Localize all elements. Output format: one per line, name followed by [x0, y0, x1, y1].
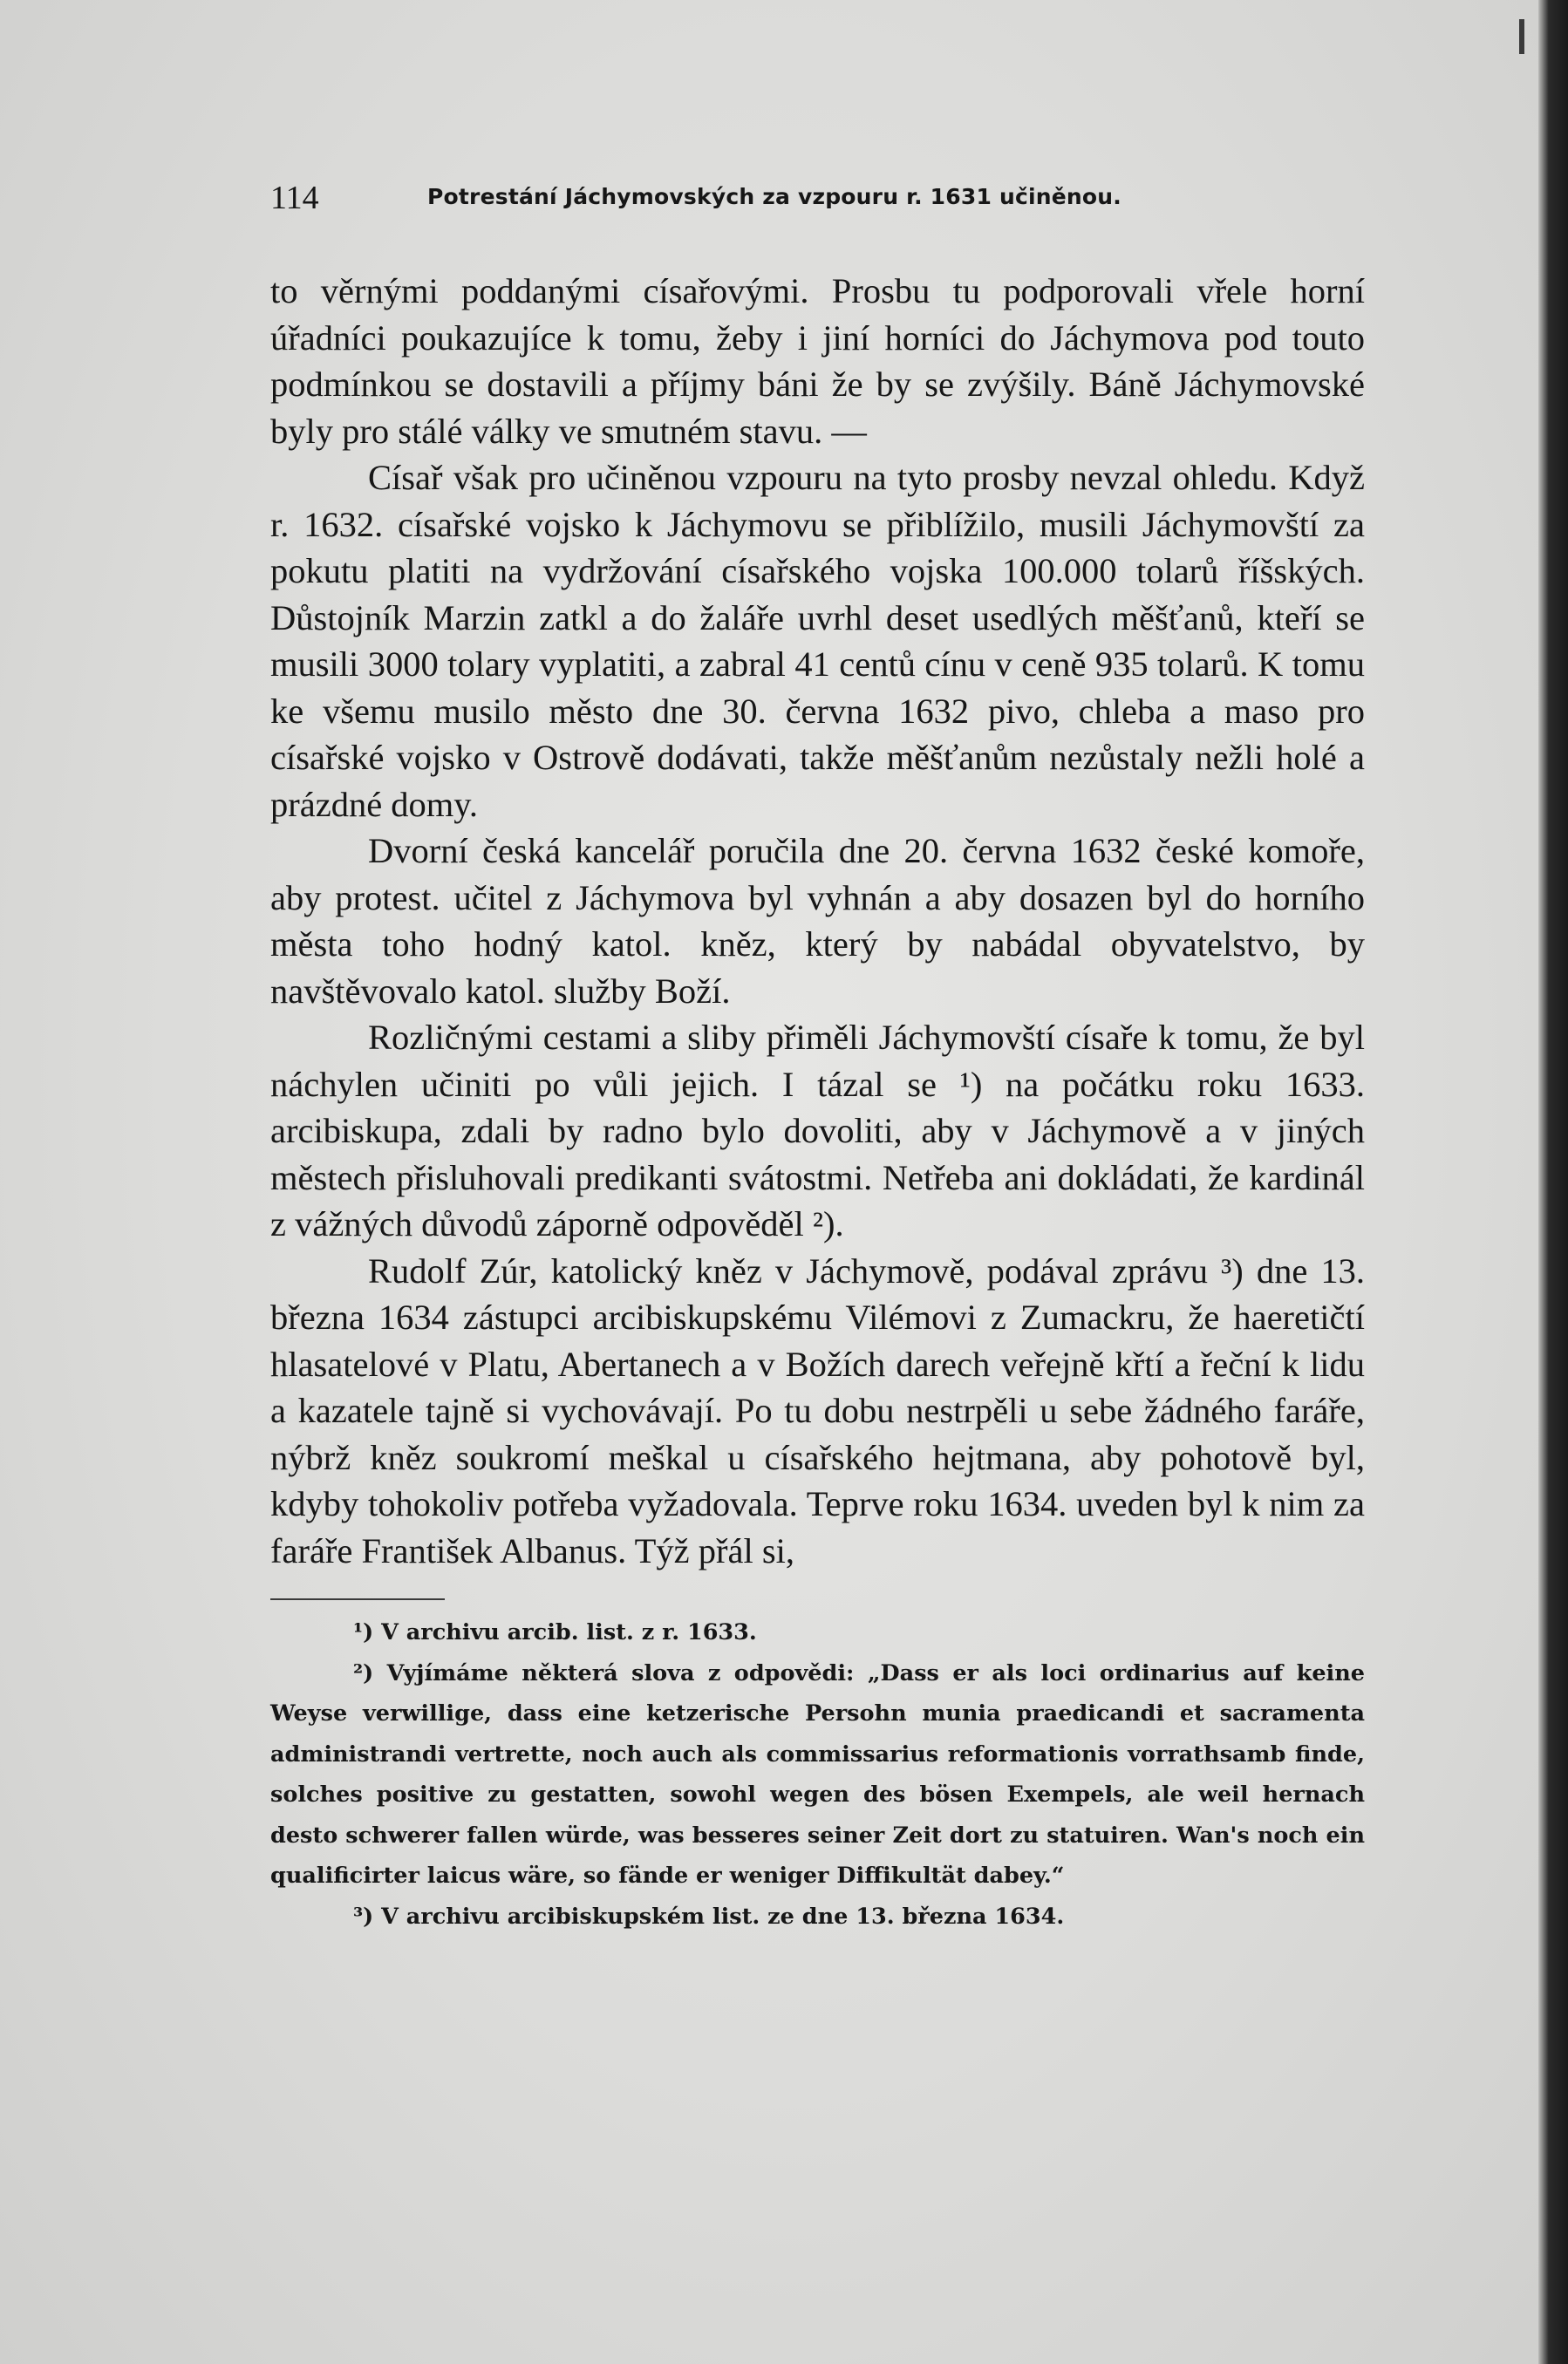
page-content — [270, 179, 1365, 1937]
paragraph-2: Císař však pro učiněnou vzpouru na tyto prosby nevzal ohledu. Když r. 1632. císařské vojsko k Jáchymovu se přiblížilo, musili Jáchymovští za pokutu platiti na vydržování císařského vojska 100.000 tolarů říšských. Důstojník Marzin zatkl a do žaláře uvrhl deset usedlých měšťanů, kteří se musili 3000 tolary vyplatiti, a zabral 41 centů cínu v ceně 935 tolarů. K tomu ke všemu musilo město dne 30. června 1632 pivo, chleba a maso pro císařské vojsko v Ostrově dodávati, takže měšťanům nezůstaly nežli holé a prázdné domy. — [270, 458, 1365, 824]
paragraph-4: Rozličnými cestami a sliby přiměli Jáchymovští císaře k tomu, že byl náchylen učiniti po vůli jejich. I tázal se ¹) na počátku roku 1633. arcibiskupa, zdali by radno bylo dovoliti, aby v Jáchymově a v jiných městech přisluhovali predikanti svátostmi. Netřeba ani dokládati, že kardinál z vážných důvodů záporně odpověděl ²). — [270, 1018, 1365, 1243]
paragraph-5: Rudolf Zúr, katolický kněz v Jáchymově, podával zprávu ³) dne 13. března 1634 zástupci arcibiskupskému Vilémovi z Zumackru, že haeretičtí hlasatelové v Platu, Abertanech a v Božích darech veřejně křtí a řeční k lidu a kazatele tajně si vychovávají. Po tu dobu nestrpěli u sebe žádného faráře, nýbrž kněz soukromí meškal u císařského hejtmana, aby pohotově byl, kdyby tohokoliv potřeba vyžadovala. Teprve roku 1634. uveden byl k nim za faráře František Albanus. Týž přál si, — [270, 1250, 1365, 1570]
edge-mark — [1519, 19, 1524, 54]
book-edge-shadow — [1538, 0, 1568, 2364]
page-header — [270, 179, 1365, 231]
paragraph-3: Dvorní česká kancelář poručila dne 20. června 1632 české komoře, aby protest. učitel z Jáchymova byl vyhnán a aby dosazen byl do horního města toho hodný katol. kněz, který by nabádal obyvatelstvo, by navštěvovalo katol. služby Boží. — [270, 831, 1365, 1011]
paragraph-1: to věrnými poddanými císařovými. Prosbu tu podporovali vřele horní úřadníci poukazujíce k tomu, žeby i jiní horníci do Jáchymova pod touto podmínkou se dostavili a příjmy báni že by se zvýšily. Báně Jáchymovské byly pro stálé války ve smutném stavu. — — [270, 271, 1365, 451]
footnote-2: ²) Vyjímáme některá slova z odpovědi: „Dass er als loci ordinarius auf keine Weyse verwillige, dass eine ketzerische Persohn munia praedicandi et sacramenta administrandi vertrette, noch auch als commissarius reformationis vorrathsamb finde, solches positive zu gestatten, sowohl wegen des bösen Exempels, ale weil hernach desto schwerer fallen würde, was besseres seiner Zeit dort zu statuiren. Wan's noch ein qualificirter laicus wäre, so fände er weniger Diffikultät dabey.“ — [270, 1659, 1365, 1889]
footnotes — [270, 1612, 1365, 1937]
main-text — [270, 268, 1365, 1574]
footnote-3: ³) V archivu arcibiskupském list. ze dne 13. března 1634. — [353, 1903, 1065, 1930]
page-number: 114 — [270, 180, 319, 216]
footnote-separator — [270, 1598, 445, 1600]
footnote-1: ¹) V archivu arcib. list. z r. 1633. — [353, 1619, 757, 1645]
running-title: Potrestání Jáchymovských za vzpouru r. 1631 učiněnou. — [427, 184, 1121, 209]
